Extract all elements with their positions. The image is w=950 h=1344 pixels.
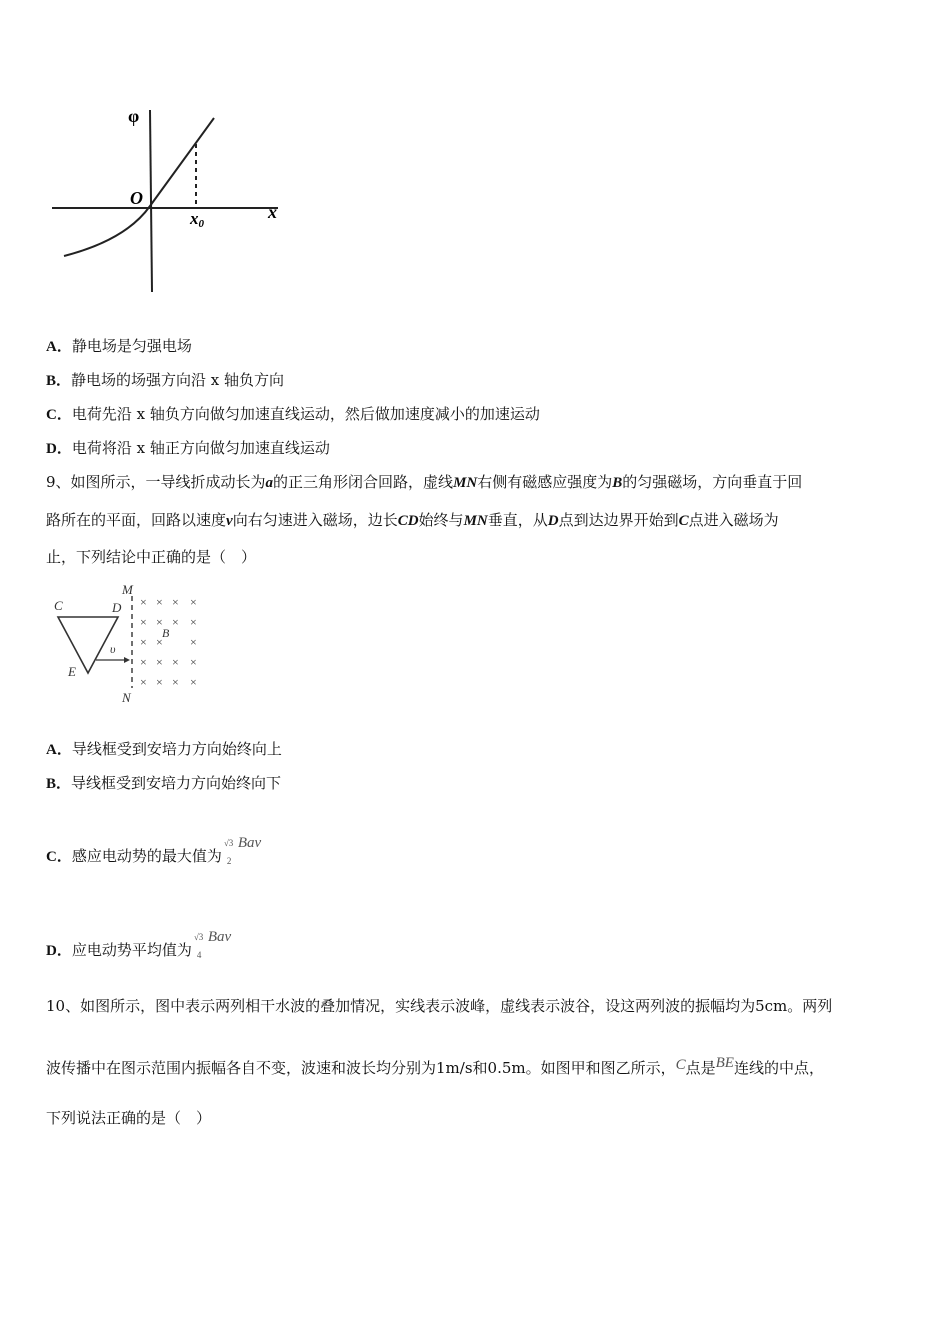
q9-option-a: A．导线框受到安培力方向始终向上 [46, 740, 282, 758]
svg-text:×: × [156, 635, 163, 649]
q9-stem-line2: 路所在的平面，回路以速度v向右匀速进入磁场，边长CD始终与MN垂直，从D点到达边界开始到C点进入磁场为 [46, 511, 779, 529]
q9-option-b: B．导线框受到安培力方向始终向下 [46, 774, 282, 792]
label-n: N [122, 690, 131, 705]
q8-option-b: B．静电场的场强方向沿 x 轴负方向 [46, 371, 285, 389]
svg-text:×: × [140, 595, 147, 609]
q10-stem-line3: 下列说法正确的是（ ） [46, 1109, 212, 1127]
svg-text:×: × [156, 655, 163, 669]
label-v: υ [110, 642, 116, 656]
svg-text:×: × [156, 675, 163, 689]
svg-text:×: × [190, 655, 197, 669]
q8-option-a: A．静电场是匀强电场 [46, 337, 192, 355]
y-axis [150, 110, 152, 292]
potential-curve [64, 118, 214, 256]
svg-text:×: × [172, 595, 179, 609]
sqrt3-over-4-fraction: √3 4 [193, 932, 204, 960]
svg-text:×: × [172, 675, 179, 689]
triangle-magnetic-field-figure [46, 580, 216, 710]
x-axis-label: x [268, 202, 277, 222]
q8-option-d: D．电荷将沿 x 轴正方向做匀加速直线运动 [46, 439, 330, 457]
svg-text:×: × [190, 615, 197, 629]
svg-text:×: × [156, 615, 163, 629]
q9-stem-line3: 止，下列结论中正确的是（ ） [46, 548, 257, 566]
svg-text:×: × [140, 635, 147, 649]
svg-text:×: × [140, 675, 147, 689]
q9-option-c: C．感应电动势的最大值为 √3 2 Bav [46, 835, 262, 866]
label-e: E [68, 664, 76, 679]
svg-text:×: × [172, 615, 179, 629]
magnetic-field-crosses [140, 595, 197, 689]
x0-label: x0 [190, 209, 204, 230]
svg-text:×: × [190, 595, 197, 609]
svg-text:×: × [190, 635, 197, 649]
velocity-arrowhead [124, 657, 130, 663]
label-c: C [54, 598, 63, 613]
svg-text:×: × [190, 675, 197, 689]
sqrt3-over-2-fraction: √3 2 [223, 838, 234, 866]
q8-option-c: C．电荷先沿 x 轴负方向做匀加速直线运动，然后做加速度减小的加速运动 [46, 405, 540, 423]
label-d: D [112, 600, 122, 615]
q9-stem-line1: 9、如图所示，一导线折成动长为a的正三角形闭合回路，虚线MN右侧有磁感应强度为B的匀强磁场，方向垂直于回 [46, 473, 803, 491]
q10-stem-line1: 10、如图所示，图中表示两列相干水波的叠加情况，实线表示波峰，虚线表示波谷，设这两列波的振幅均为5cm。两列 [46, 997, 833, 1015]
origin-label: O [130, 188, 143, 208]
q9-option-d: D．应电动势平均值为 √3 4 Bav [46, 929, 232, 960]
svg-text:×: × [140, 615, 147, 629]
phi-label: φ [128, 106, 140, 126]
label-m: M [122, 582, 133, 597]
triangle-loop [58, 617, 118, 673]
label-b: B [162, 626, 170, 640]
q10-stem-line2: 波传播中在图示范围内振幅各自不变，波速和波长均分别为1m/s和0.5m。如图甲和图乙所示，C点是BE连线的中点， [46, 1055, 824, 1077]
svg-text:×: × [156, 595, 163, 609]
svg-text:×: × [140, 655, 147, 669]
potential-graph-figure [46, 100, 296, 300]
svg-text:×: × [172, 655, 179, 669]
